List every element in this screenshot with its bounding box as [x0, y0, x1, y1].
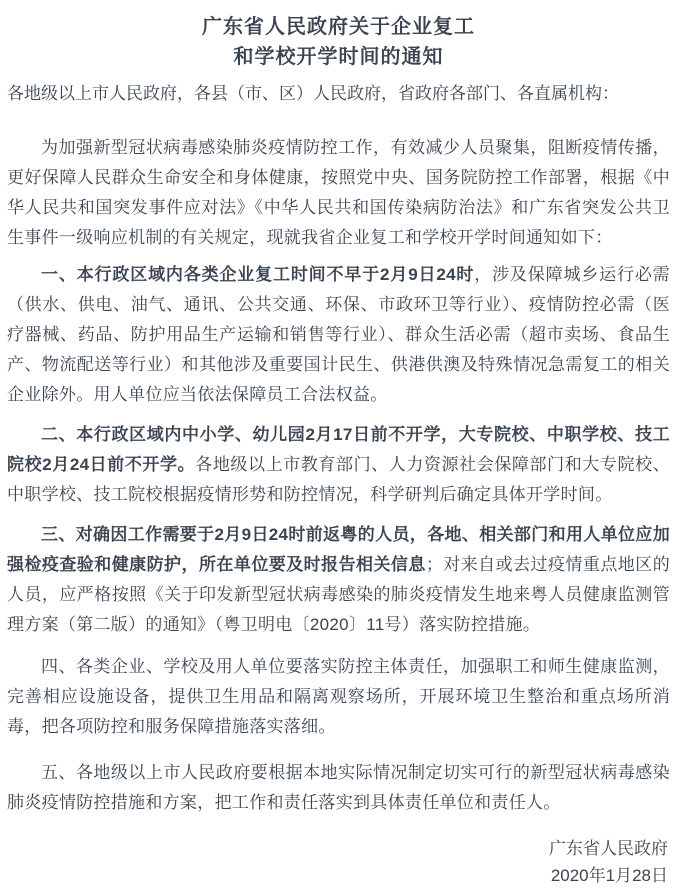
emphasis-text: 一、本行政区域内各类企业复工时间不早于2月9日24时: [41, 265, 475, 284]
body-text: 为加强新型冠状病毒感染肺炎疫情防控工作，有效减少人员聚集，阻断疫情传播，更好保障人民群众生命安全和身体健康，按照党中央、国务院防控工作部署，根据《中华人民共和国突发事件应对法》《中华人民共和国传染病防治法》和广东省突发公共卫生事件一级响应机制的有关规定，现就我省企业复工和学校开学时间通知如下：: [7, 138, 670, 247]
paragraph-intro: [7, 133, 670, 253]
body-text: 四、各类企业、学校及用人单位要落实防控主体责任，加强职工和师生健康监测，完善相应设施设备，提供卫生用品和隔离观察场所，开展环境卫生整治和重点场所消毒，把各项防控和服务保障措施落实落细。: [7, 657, 670, 736]
paragraph-item-2: [7, 420, 670, 510]
emphasis-text: 二、本行政区域内中小学、幼儿园2月17日前不开学，大专院校、中职学校、技工院校2月24日前不开学。: [7, 425, 670, 474]
signature-date: 2020年1月28日: [550, 866, 668, 885]
body-text: ，涉及保障城乡运行必需（供水、供电、油气、通讯、公共交通、环保、市政环卫等行业）、疫情防控必需（医疗器械、药品、防护用品生产运输和销售等行业）、群众生活必需（超市卖场、食品生产、物流配送等行业）和其他涉及重要国计民生、供港供澳及特殊情况急需复工的相关企业除外。用人单位应当依法保障员工合法权益。: [7, 265, 670, 404]
paragraph-item-4: [7, 652, 670, 742]
document-body: [7, 133, 670, 818]
body-text: ；对来自或去过疫情重点地区的人员，应严格按照《关于印发新型冠状病毒感染的肺炎疫情发生地来粤人员健康监测管理方案（第二版）的通知》（粤卫明电〔2020〕11号）落实防控措施。: [7, 555, 670, 634]
body-text: 五、各地级以上市人民政府要根据本地实际情况制定切实可行的新型冠状病毒感染肺炎疫情防控措施和方案，把工作和责任落实到具体责任单位和责任人。: [7, 763, 670, 812]
document-title: [7, 12, 670, 72]
title-line-1: 广东省人民政府关于企业复工: [202, 16, 475, 38]
signature-block: [7, 835, 668, 889]
paragraph-item-3: [7, 520, 670, 640]
paragraph-item-1: [7, 260, 670, 410]
body-text: 各地级以上市教育部门、人力资源社会保障部门和大专院校、中职学校、技工院校根据疫情形势和防控情况，科学研判后确定具体开学时间。: [7, 455, 670, 504]
emphasis-text: 三、对确因工作需要于2月9日24时前返粤的人员，各地、相关部门和用人单位应加强检疫查验和健康防护，所在单位要及时报告相关信息: [7, 525, 670, 574]
title-line-2: 和学校开学时间的通知: [233, 46, 444, 68]
salutation-line: 各地级以上市人民政府，各县（市、区）人民政府，省政府各部门、各直属机构：: [7, 84, 619, 103]
signature-author: 广东省人民政府: [549, 839, 668, 858]
paragraph-item-5: [7, 758, 670, 818]
